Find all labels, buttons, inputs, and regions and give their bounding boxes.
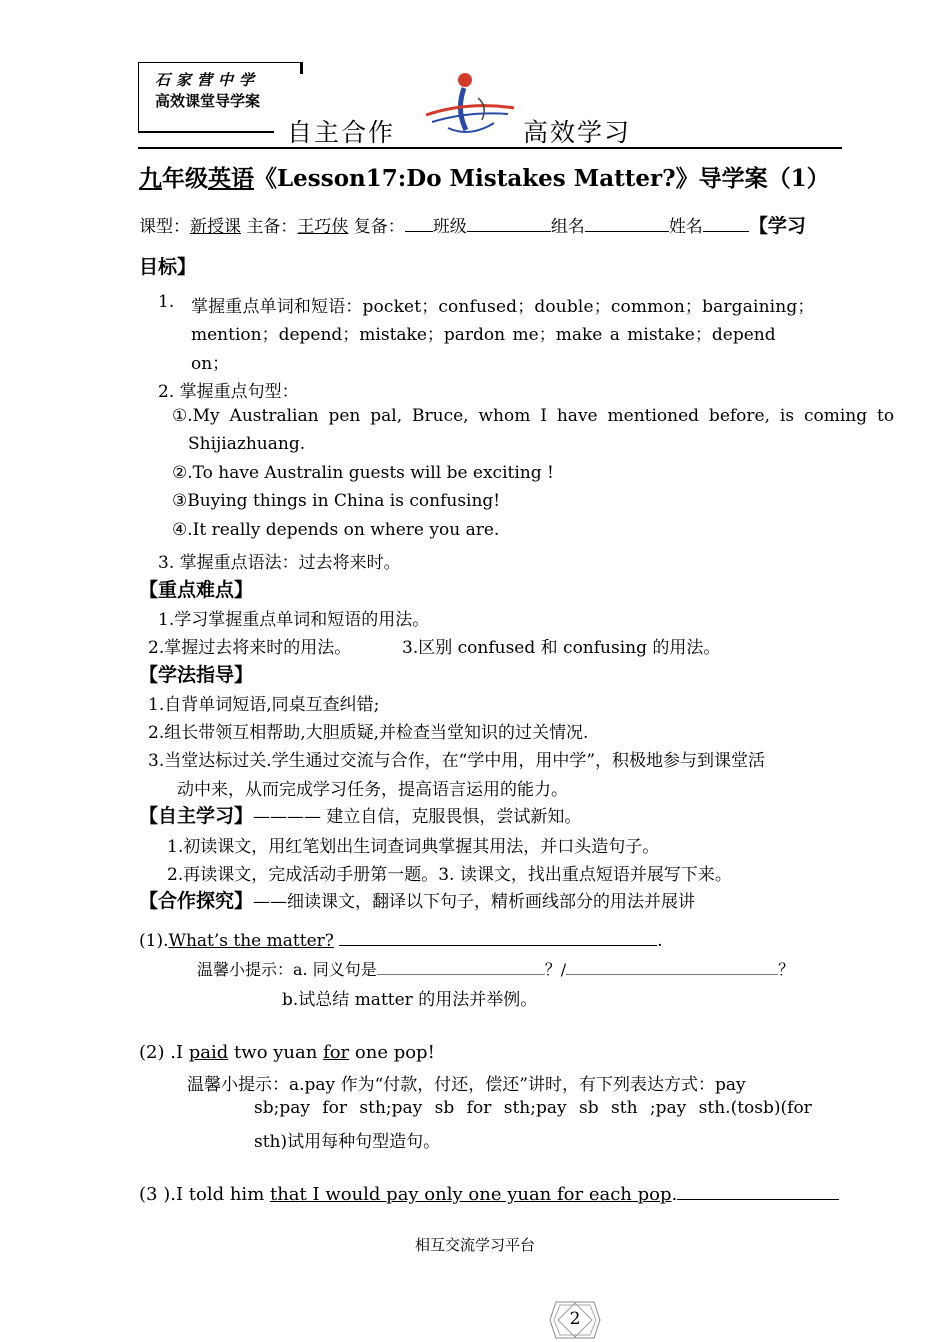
school-subtitle: 高效课堂导学案 bbox=[155, 92, 261, 110]
slogan-left: 自主合作 bbox=[287, 118, 396, 147]
question-3: (3 ).I told him that I would pay only one yuan for each pop. bbox=[139, 1183, 839, 1205]
list-item: 动中来，从而完成学习任务，提高语言运用的能力。 bbox=[177, 780, 568, 800]
list-item: 3.区别 confused 和 confusing 的用法。 bbox=[402, 638, 721, 658]
school-logo-icon bbox=[418, 68, 518, 140]
hint: 温馨小提示：a. 同义句是 ？/ ？ bbox=[197, 960, 795, 979]
hint: sth)试用每种句型造句。 bbox=[254, 1132, 441, 1152]
list-item: 2.掌握过去将来时的用法。 bbox=[148, 638, 352, 658]
goal-item: 3. 掌握重点语法：过去将来时。 bbox=[158, 553, 401, 573]
section-heading: 【自主学习】———— 建立自信，克服畏惧，尝试新知。 bbox=[139, 805, 582, 827]
course-meta: 课型：新授课 主备：王巧侠 复备： 班级 组名 姓名 【学习 bbox=[139, 215, 806, 237]
section-heading: 【学法指导】 bbox=[139, 664, 254, 686]
list-item: 1.初读课文，用红笔划出生词查词典掌握其用法，并口头造句子。 bbox=[167, 837, 660, 857]
blank bbox=[703, 215, 749, 232]
question-1: (1).What’s the matter? . bbox=[139, 931, 663, 951]
goal-text: on； bbox=[191, 354, 230, 374]
goal-text: mention；depend；mistake；pardon me；make a mistake；depend bbox=[191, 325, 776, 345]
school-name: 石家营中学 bbox=[155, 71, 261, 89]
slogan-right: 高效学习 bbox=[523, 118, 632, 147]
key-sentence: ①.My Australian pen pal, Bruce, whom I have mentioned before, is coming to bbox=[172, 406, 895, 426]
page-number: 2 bbox=[569, 1309, 581, 1329]
section-heading: 【合作探究】——细读课文，翻译以下句子，精析画线部分的用法并展讲 bbox=[139, 890, 696, 912]
answer-blank[interactable] bbox=[377, 958, 545, 975]
blank bbox=[585, 215, 669, 232]
list-item: 2.再读课文，完成活动手册第一题。3. 读课文，找出重点短语并展写下来。 bbox=[167, 865, 732, 885]
box-edge bbox=[300, 62, 303, 74]
page-title: 九年级英语《Lesson17:Do Mistakes Matter?》导学案（1） bbox=[139, 165, 830, 192]
key-sentence: ②.To have Australin guests will be exciting ! bbox=[172, 463, 554, 483]
section-heading: 【重点难点】 bbox=[139, 579, 254, 601]
goal-text: 掌握重点单词和短语：pocket；confused；double；common；bargaining； bbox=[191, 297, 815, 317]
hint: 温馨小提示：a.pay 作为“付款，付还，偿还”讲时，有下列表达方式：pay bbox=[187, 1075, 746, 1095]
list-item: 2.组长带领互相帮助,大胆质疑,并检查当堂知识的过关情况. bbox=[148, 723, 589, 743]
goal-item: 2. 掌握重点句型： bbox=[158, 382, 299, 402]
answer-blank[interactable] bbox=[677, 1183, 839, 1200]
question-2: (2) .I paid two yuan for one pop! bbox=[139, 1042, 435, 1063]
key-sentence: Shijiazhuang. bbox=[188, 434, 306, 454]
list-item: 1.自背单词短语,同桌互查纠错; bbox=[148, 695, 380, 715]
blank bbox=[467, 215, 551, 232]
hint: sb;pay for sth;pay sb for sth;pay sb sth ;pay sth.(tosb)(for bbox=[254, 1098, 812, 1118]
header-rule bbox=[138, 147, 842, 149]
blank bbox=[405, 215, 433, 232]
list-item: 3.当堂达标过关.学生通过交流与合作，在“学中用，用中学”，积极地参与到课堂活 bbox=[148, 751, 766, 771]
key-sentence: ④.It really depends on where you are. bbox=[172, 520, 500, 540]
answer-blank[interactable] bbox=[566, 958, 778, 975]
answer-blank[interactable] bbox=[339, 929, 657, 946]
key-sentence: ③Buying things in China is confusing! bbox=[172, 491, 501, 511]
list-item: 1.学习掌握重点单词和短语的用法。 bbox=[158, 610, 430, 630]
box-edge bbox=[138, 131, 274, 133]
footer-text: 相互交流学习平台 bbox=[414, 1236, 535, 1254]
list-number: 1. bbox=[158, 292, 175, 312]
section-heading: 目标】 bbox=[139, 256, 197, 278]
hint: b.试总结 matter 的用法并举例。 bbox=[282, 990, 538, 1010]
school-label-box bbox=[138, 62, 303, 133]
